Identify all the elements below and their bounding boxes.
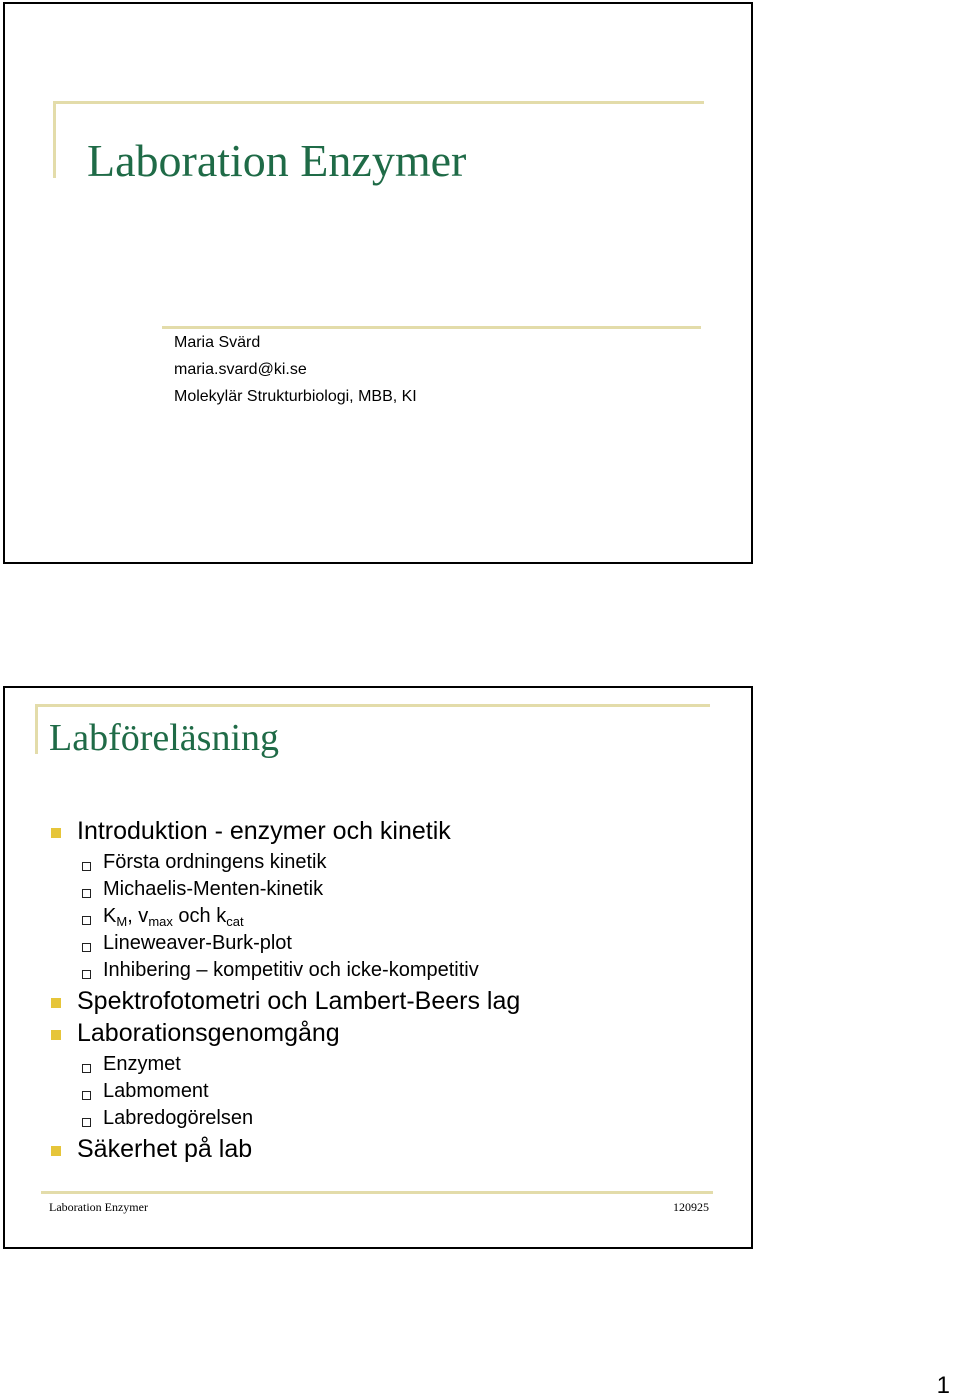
title-top-rule <box>35 704 710 707</box>
checkbox-bullet-icon <box>82 916 91 925</box>
checkbox-bullet-icon <box>82 1064 91 1073</box>
square-bullet-icon <box>51 1030 61 1040</box>
title-slide <box>3 2 753 564</box>
checkbox-bullet-icon <box>82 889 91 898</box>
author-email: maria.svard@ki.se <box>174 361 307 378</box>
title-top-rule <box>53 101 704 104</box>
checkbox-bullet-icon <box>82 1091 91 1100</box>
author-affiliation: Molekylär Strukturbiologi, MBB, KI <box>174 388 417 405</box>
checkbox-bullet-icon <box>82 943 91 952</box>
footer-rule <box>41 1191 713 1194</box>
footer-title: Laboration Enzymer <box>49 1200 148 1214</box>
author-name: Maria Svärd <box>174 334 261 351</box>
checkbox-bullet-icon <box>82 970 91 979</box>
outline-slide: Labföreläsning Introduktion - enzymer och kinetik Första ordningens kinetik Michaelis-Menten-kinetik $K_M$, $v_{max}$ och $k_{cat}$ Lineweaver-Burk-plot Inhibering – kompetitiv och icke-kompetitiv Spektrofotometri och Lambert-Beers lag Laborationsgenomgång Enzymet Labmoment Labredogörelsen Säkerhet på lab Laboration Enzymer 120925 <box>3 686 753 1249</box>
square-bullet-icon <box>51 998 61 1008</box>
footer-date: 120925 <box>673 1200 709 1214</box>
slide-title: Labföreläsning <box>49 717 280 759</box>
subtitle-rule <box>162 326 701 329</box>
title-left-rule <box>53 101 56 178</box>
square-bullet-icon <box>51 1146 61 1156</box>
slide-title: Laboration Enzymer <box>87 135 467 186</box>
checkbox-bullet-icon <box>82 862 91 871</box>
square-bullet-icon <box>51 828 61 838</box>
page-number: 1 <box>936 1372 950 1399</box>
kinetic-parameters: $K_M$, $v_{max}$ och $k_{cat}$ <box>103 905 244 929</box>
checkbox-bullet-icon <box>82 1118 91 1127</box>
title-left-rule <box>35 704 38 754</box>
